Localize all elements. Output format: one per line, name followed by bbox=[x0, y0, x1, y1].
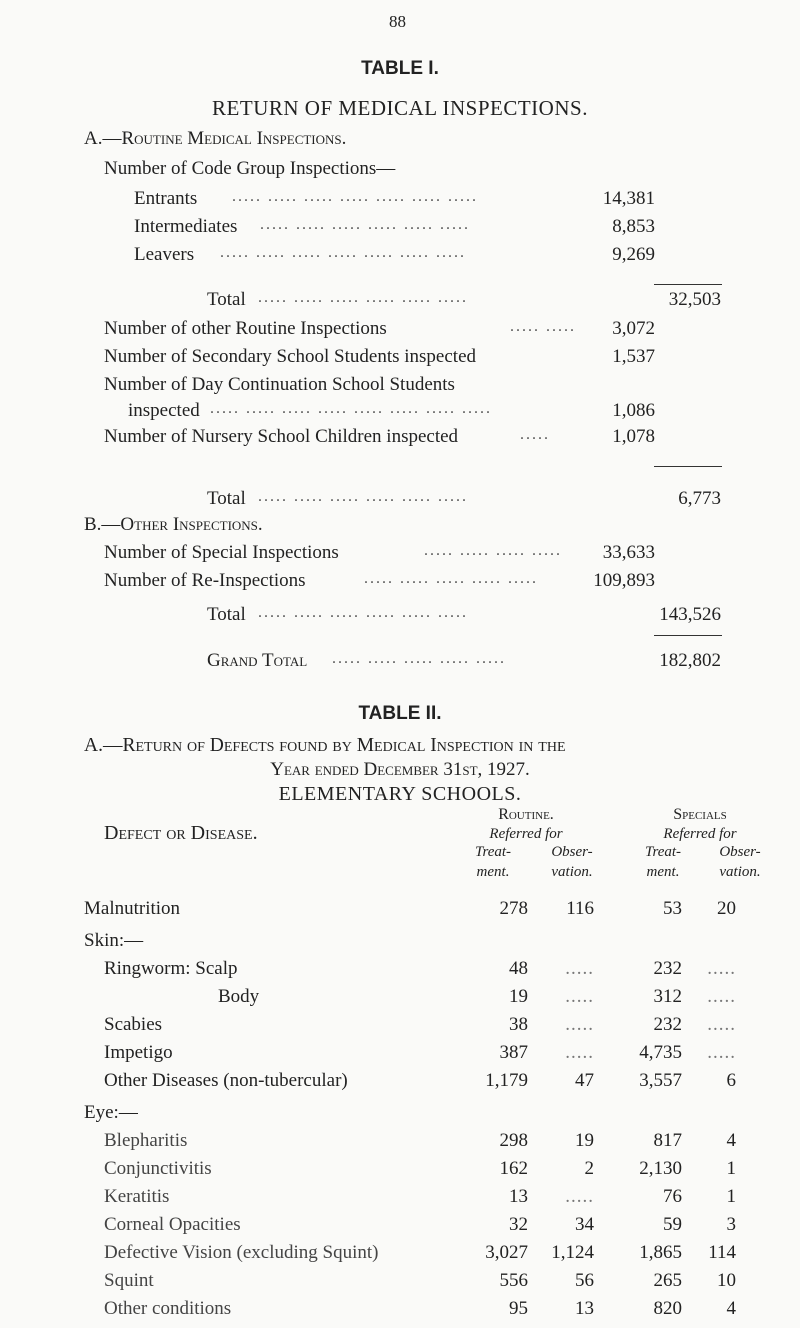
other-routine-label: Number of other Routine Inspections bbox=[104, 318, 387, 339]
table1-subtitle: RETURN OF MEDICAL INSPECTIONS. bbox=[212, 96, 588, 120]
cell-s-treat: 1,865 bbox=[639, 1242, 682, 1263]
row-entrants-value: 14,381 bbox=[602, 188, 655, 209]
routine-obs-2: vation. bbox=[551, 864, 593, 880]
cell-r-obs: 56 bbox=[575, 1270, 594, 1291]
special-inspections-label: Number of Special Inspections bbox=[104, 542, 339, 563]
defect-label: Defective Vision (excluding Squint) bbox=[104, 1242, 379, 1263]
defect-label: Conjunctivitis bbox=[104, 1158, 212, 1179]
day-continuation-value: 1,086 bbox=[612, 400, 655, 421]
cell-r-obs: ..... bbox=[565, 1186, 594, 1207]
total-a2-value: 6,773 bbox=[678, 488, 721, 509]
cell-r-treat: 278 bbox=[499, 898, 528, 919]
cell-s-treat: 232 bbox=[653, 1014, 682, 1035]
cell-s-obs: ..... bbox=[707, 1014, 736, 1035]
cell-s-treat: 312 bbox=[653, 986, 682, 1007]
defect-label: Ringworm: Scalp bbox=[104, 958, 238, 979]
cell-r-treat: 19 bbox=[509, 986, 528, 1007]
cell-r-treat: 298 bbox=[499, 1130, 528, 1151]
cell-s-treat: 76 bbox=[663, 1186, 682, 1207]
total-a2-label: Total bbox=[207, 488, 246, 509]
nursery-value: 1,078 bbox=[612, 426, 655, 447]
defect-label: Other conditions bbox=[104, 1298, 232, 1319]
cell-s-obs: 114 bbox=[708, 1242, 736, 1263]
cell-r-obs: 19 bbox=[575, 1130, 594, 1151]
page-number: 88 bbox=[389, 12, 406, 31]
defect-label: Scabies bbox=[104, 1014, 163, 1035]
cell-s-treat: 820 bbox=[653, 1298, 682, 1319]
re-inspections-label: Number of Re-Inspections bbox=[104, 570, 306, 591]
col-specials-header: Specials bbox=[673, 806, 727, 823]
specials-treat-1: Treat- bbox=[644, 844, 682, 860]
section-b-heading: B.—Other Inspections. bbox=[84, 514, 263, 535]
cell-r-treat: 1,179 bbox=[485, 1070, 528, 1091]
cell-r-obs: 116 bbox=[566, 898, 594, 919]
routine-obs-1: Obser- bbox=[551, 844, 593, 860]
cell-r-treat: 38 bbox=[509, 1014, 528, 1035]
special-inspections-value: 33,633 bbox=[602, 542, 655, 563]
cell-r-treat: 32 bbox=[509, 1214, 528, 1235]
row-intermediates-value: 8,853 bbox=[612, 216, 655, 237]
grand-total-value: 182,802 bbox=[659, 650, 721, 671]
cell-s-obs: 1 bbox=[726, 1186, 736, 1207]
total-a1-label: Total bbox=[207, 289, 246, 310]
cell-r-obs: 1,124 bbox=[551, 1242, 594, 1263]
table2-title: TABLE II. bbox=[358, 703, 442, 724]
total-a1-value: 32,503 bbox=[668, 289, 721, 310]
cell-r-obs: 2 bbox=[584, 1158, 594, 1179]
routine-treat-2: ment. bbox=[476, 864, 510, 880]
cell-s-treat: 3,557 bbox=[639, 1070, 682, 1091]
total-b-value: 143,526 bbox=[659, 604, 721, 625]
specials-obs-2: vation. bbox=[719, 864, 761, 880]
defect-label: Keratitis bbox=[104, 1186, 170, 1207]
day-continuation-label-1: Number of Day Continuation School Students bbox=[104, 374, 455, 395]
row-intermediates-label: Intermediates bbox=[134, 216, 238, 237]
rule-1 bbox=[654, 284, 722, 285]
cell-s-treat: 4,735 bbox=[639, 1042, 682, 1063]
cell-r-treat: 48 bbox=[509, 958, 528, 979]
rule-2 bbox=[654, 466, 722, 467]
cell-r-treat: 556 bbox=[499, 1270, 528, 1291]
cell-s-treat: 817 bbox=[653, 1130, 682, 1151]
cell-r-treat: 387 bbox=[499, 1042, 528, 1063]
cell-s-obs: 10 bbox=[717, 1270, 736, 1291]
cell-r-obs: ..... bbox=[565, 958, 594, 979]
col-defect-header: Defect or Disease. bbox=[104, 822, 258, 844]
cell-r-obs: 13 bbox=[575, 1298, 594, 1319]
cell-s-treat: 232 bbox=[653, 958, 682, 979]
cell-s-obs: ..... bbox=[707, 986, 736, 1007]
group-heading: Eye:— bbox=[84, 1102, 138, 1123]
table1-title: TABLE I. bbox=[361, 58, 439, 79]
cell-r-treat: 13 bbox=[509, 1186, 528, 1207]
cell-s-obs: ..... bbox=[707, 958, 736, 979]
code-group-label: Number of Code Group Inspections— bbox=[104, 158, 396, 179]
specials-obs-1: Obser- bbox=[719, 844, 761, 860]
specials-treat-2: ment. bbox=[646, 864, 680, 880]
cell-r-obs: 34 bbox=[575, 1214, 594, 1235]
cell-r-obs: ..... bbox=[565, 1042, 594, 1063]
row-entrants-label: Entrants bbox=[134, 188, 198, 209]
cell-r-obs: ..... bbox=[565, 986, 594, 1007]
day-continuation-label-2: inspected bbox=[128, 400, 200, 421]
cell-r-treat: 162 bbox=[499, 1158, 528, 1179]
total-b-label: Total bbox=[207, 604, 246, 625]
cell-s-obs: 4 bbox=[726, 1298, 736, 1319]
cell-s-obs: 3 bbox=[726, 1214, 736, 1235]
specials-referred-for: Referred for bbox=[663, 826, 737, 842]
defect-label: Malnutrition bbox=[84, 898, 181, 919]
cell-s-obs: 1 bbox=[726, 1158, 736, 1179]
cell-s-treat: 53 bbox=[663, 898, 682, 919]
table2-heading-line1: A.—Return of Defects found by Medical Inspection in the bbox=[84, 735, 566, 756]
cell-r-treat: 3,027 bbox=[485, 1242, 528, 1263]
secondary-label: Number of Secondary School Students inspected bbox=[104, 346, 477, 367]
table2-subheading: ELEMENTARY SCHOOLS. bbox=[278, 783, 522, 805]
section-a-heading: A.—Routine Medical Inspections. bbox=[84, 128, 347, 149]
rule-3 bbox=[654, 635, 722, 636]
cell-s-treat: 265 bbox=[653, 1270, 682, 1291]
cell-s-obs: 6 bbox=[726, 1070, 736, 1091]
table2-heading-line2: Year ended December 31st, 1927. bbox=[270, 759, 530, 780]
cell-r-obs: 47 bbox=[575, 1070, 594, 1091]
row-leavers-label: Leavers bbox=[134, 244, 195, 265]
defect-label: Corneal Opacities bbox=[104, 1214, 241, 1235]
nursery-label: Number of Nursery School Children inspected bbox=[104, 426, 459, 447]
defect-label: Blepharitis bbox=[104, 1130, 188, 1151]
routine-referred-for: Referred for bbox=[489, 826, 563, 842]
cell-s-treat: 59 bbox=[663, 1214, 682, 1235]
defect-label: Squint bbox=[104, 1270, 154, 1291]
secondary-value: 1,537 bbox=[612, 346, 655, 367]
cell-s-treat: 2,130 bbox=[639, 1158, 682, 1179]
row-leavers-value: 9,269 bbox=[612, 244, 655, 265]
other-routine-value: 3,072 bbox=[612, 318, 655, 339]
cell-s-obs: ..... bbox=[707, 1042, 736, 1063]
col-routine-header: Routine. bbox=[498, 806, 554, 823]
group-heading: Skin:— bbox=[84, 930, 144, 951]
cell-r-treat: 95 bbox=[509, 1298, 528, 1319]
defect-label: Body bbox=[218, 986, 260, 1007]
re-inspections-value: 109,893 bbox=[593, 570, 655, 591]
cell-s-obs: 4 bbox=[726, 1130, 736, 1151]
cell-s-obs: 20 bbox=[717, 898, 736, 919]
defect-label: Impetigo bbox=[104, 1042, 173, 1063]
routine-treat-1: Treat- bbox=[474, 844, 512, 860]
grand-total-label: Grand Total bbox=[207, 650, 308, 671]
cell-r-obs: ..... bbox=[565, 1014, 594, 1035]
defect-label: Other Diseases (non-tubercular) bbox=[104, 1070, 348, 1091]
